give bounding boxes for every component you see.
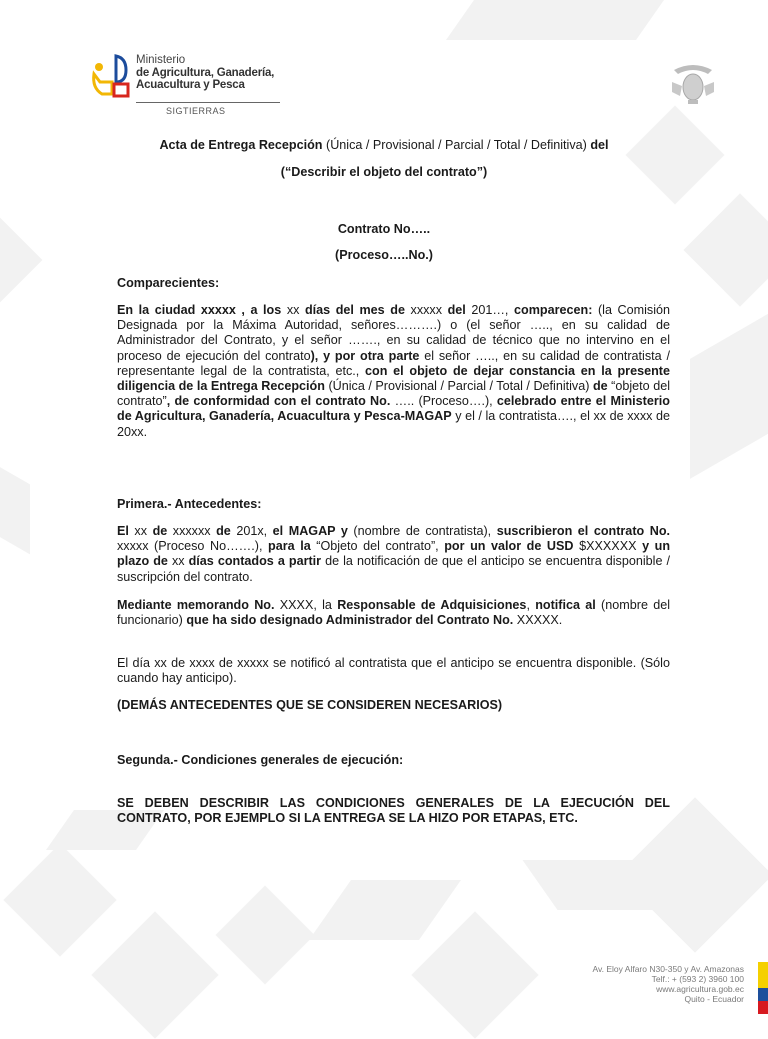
logo-line-2: de Agricultura, Ganadería, <box>136 66 275 79</box>
text-run: el señor ….., en su calidad de contratista / representante legal de la contratista, etc., <box>117 348 670 378</box>
flag-blue <box>758 988 768 1001</box>
logo-unit: SIGTIERRAS <box>166 106 226 116</box>
text-run: (Única / Provisional / Parcial / Total / Definitiva) <box>324 379 593 394</box>
text-run: 201…, <box>471 303 514 317</box>
text-run: días del mes de <box>304 303 411 317</box>
text-run: $XXXXXX <box>573 539 643 554</box>
text-run: xx <box>128 524 153 538</box>
text-run: “Objeto del contrato”, <box>310 539 445 554</box>
text-run: celebrado entre el Ministerio de Agricultura, Ganadería, Acuacultura y Pesca-MAGAP <box>117 394 670 424</box>
text-run: suscribieron el contrato No. <box>496 524 671 538</box>
text-run: El <box>117 524 129 538</box>
text-run: (la Comisión Designada por la Máxima Autoridad, señores……….) o (el señor ….., en su calidad de Administrador del Contrato, y el señor ……., en su calidad de técnico que no intervino en el proceso de ejecución del contrato <box>117 303 671 363</box>
text-run: del <box>447 303 472 317</box>
document-subtitle: (“Describir el objeto del contrato”) <box>280 165 488 179</box>
text-run: (nombre de contratista), <box>347 524 497 538</box>
text-run: y el / la contratista…., el xx de xxxx de 20xx. <box>117 409 670 439</box>
footer-line-1: Av. Eloy Alfaro N30-350 y Av. Amazonas <box>592 964 744 974</box>
text-run: , de conformidad con el contrato No. <box>166 394 391 409</box>
primera-paragraph-2 <box>117 598 670 628</box>
footer-line-3: www.agricultura.gob.ec <box>656 984 744 994</box>
text-run: de <box>216 524 231 538</box>
comparecientes-paragraph <box>117 303 670 440</box>
document-title <box>90 138 678 153</box>
title-bold-part: Acta de Entrega Recepción <box>159 138 323 152</box>
text-run: días contados a partir <box>188 554 322 569</box>
text-run: , <box>526 598 536 612</box>
text-run: xx <box>167 554 189 569</box>
text-run: ….. (Proceso….), <box>390 394 497 409</box>
segunda-heading: Segunda.- Condiciones generales de ejecución: <box>117 753 404 767</box>
text-run: 201x, <box>230 524 273 538</box>
contract-number: Contrato No….. <box>337 222 431 236</box>
text-run: ), y por otra parte <box>310 348 420 363</box>
footer-line-4: Quito - Ecuador <box>684 994 744 1004</box>
logo-line-3: Acuacultura y Pesca <box>136 79 245 91</box>
process-number: (Proceso…..No.) <box>335 248 433 262</box>
text-run: y un plazo de <box>117 539 671 569</box>
text-run: de la notificación de que el anticipo se encuentra disponible / suscripción del contrato. <box>117 554 670 584</box>
text-run: En la ciudad xxxxx , a los <box>117 303 287 317</box>
flag-red <box>758 1001 768 1014</box>
flag-yellow <box>758 962 768 988</box>
text-run: de <box>592 379 608 394</box>
logo-line-1: Ministerio <box>136 54 186 66</box>
text-run: notifica al <box>535 598 596 612</box>
text-run: XXXXX. <box>513 613 563 628</box>
text-run: xxxxx <box>410 303 448 317</box>
title-types: (Única / Provisional / Parcial / Total / Definitiva) <box>322 138 591 152</box>
primera-paragraph-4: (DEMÁS ANTECEDENTES QUE SE CONSIDEREN NECESARIOS) <box>117 698 503 712</box>
primera-heading: Primera.- Antecedentes: <box>117 497 262 511</box>
text-run: Responsable de Adquisiciones <box>337 598 527 612</box>
flag-stripe <box>758 962 768 1014</box>
text-run: xxxxxx <box>167 524 217 538</box>
text-run: para la <box>268 539 311 554</box>
primera-paragraph-1 <box>117 524 670 585</box>
text-run: de <box>152 524 168 538</box>
text-run: Mediante memorando No. <box>117 598 275 612</box>
ministry-emblem-icon <box>90 52 132 102</box>
ministry-logo <box>90 50 290 120</box>
footer-address <box>592 964 744 1004</box>
text-run: XXXX, la <box>274 598 338 612</box>
text-run: “objeto del contrato” <box>117 379 671 409</box>
text-run: por un valor de USD <box>444 539 574 554</box>
text-run: xx <box>286 303 305 317</box>
primera-paragraph-3: El día xx de xxxx de xxxxx se notificó al contratista que el anticipo se encuentra disponible. (Sólo cuando hay anticipo). <box>117 656 670 686</box>
text-run: que ha sido designado Administrador del Contrato No. <box>186 613 514 628</box>
text-run: comparecen: <box>514 303 593 317</box>
comparecientes-heading: Comparecientes: <box>117 276 220 290</box>
text-run: el MAGAP y <box>272 524 348 538</box>
segunda-paragraph: SE DEBEN DESCRIBIR LAS CONDICIONES GENERALES DE LA EJECUCIÓN DEL CONTRATO, POR EJEMPLO SI LA ENTREGA SE LA HIZO POR ETAPAS, ETC. <box>117 796 670 826</box>
footer-line-2: Telf.: + (593 2) 3960 100 <box>651 974 744 984</box>
text-run: con el objeto de dejar constancia en la presente diligencia de la Entrega Recepción <box>117 363 670 394</box>
coat-of-arms-icon <box>668 62 718 106</box>
text-run: xxxxx (Proceso No…….), <box>117 539 269 554</box>
title-del: del <box>590 138 609 152</box>
logo-divider <box>136 102 280 103</box>
text-run: (nombre del funcionario) <box>117 598 671 628</box>
